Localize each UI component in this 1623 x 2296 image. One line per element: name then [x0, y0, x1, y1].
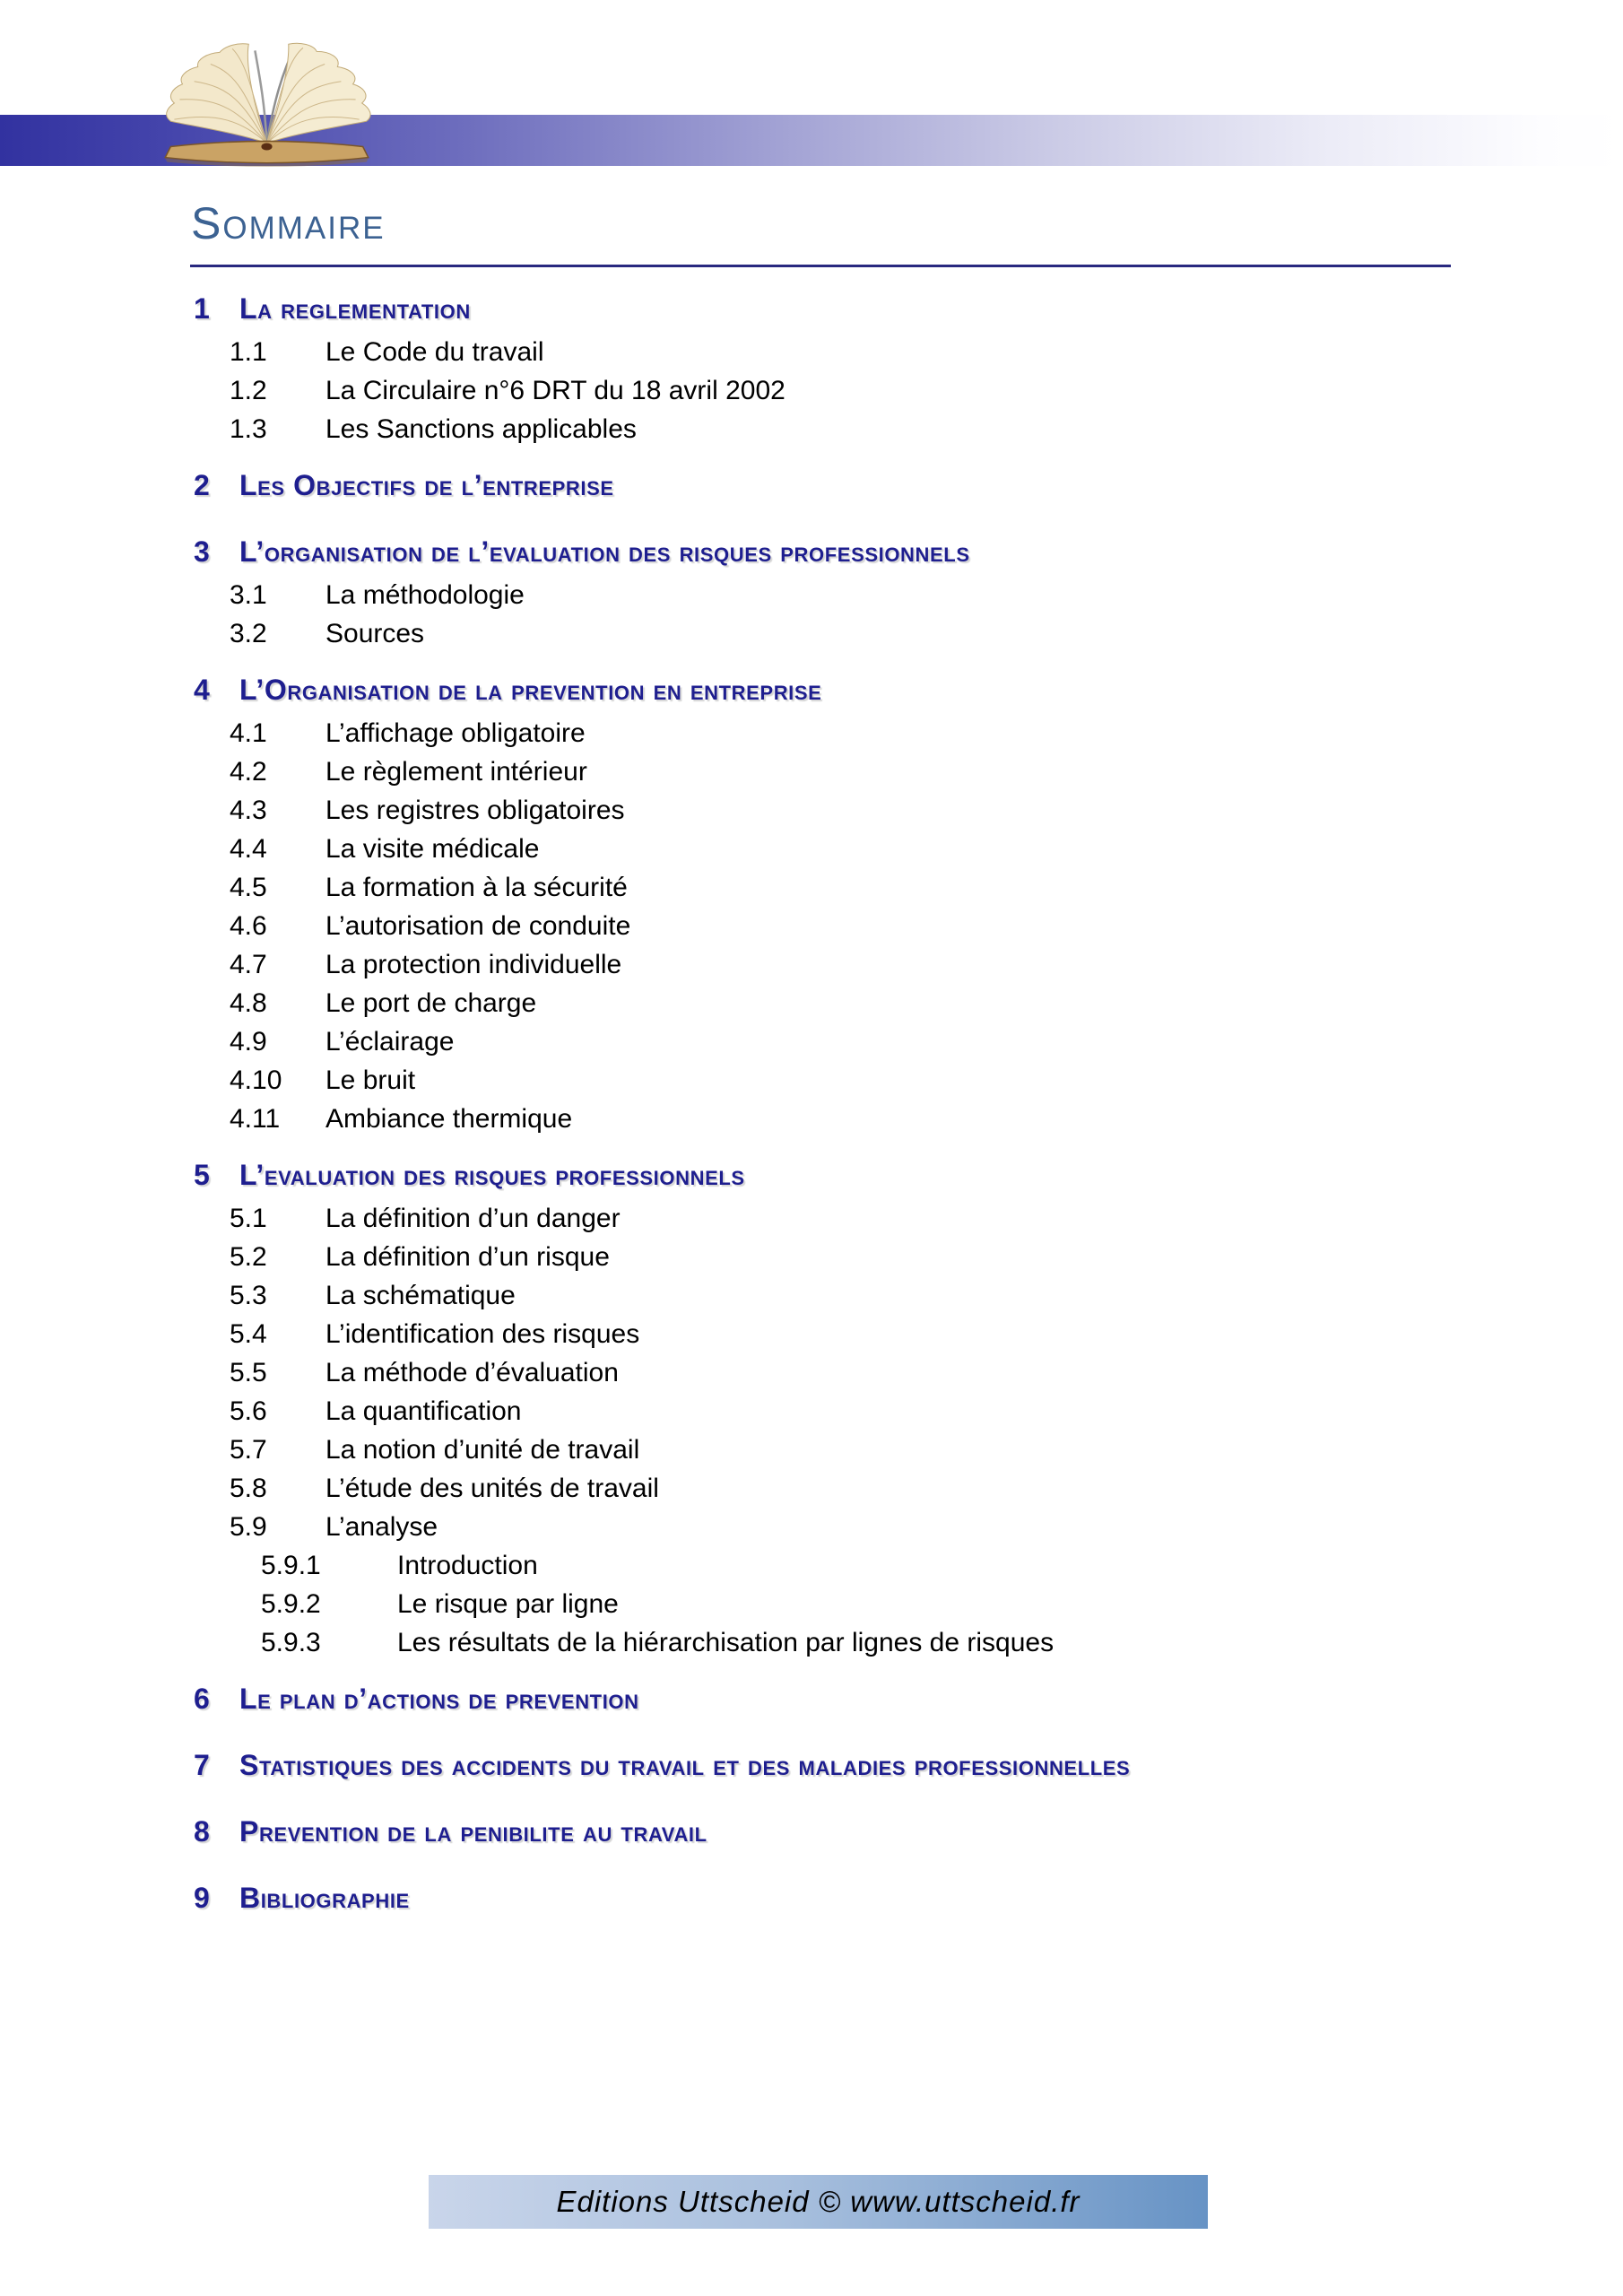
toc-item-number: 5.2	[230, 1242, 267, 1272]
toc-item-number: 4.6	[230, 911, 267, 941]
toc-item	[194, 1546, 1485, 1585]
toc-item-number: 1.2	[230, 376, 267, 405]
toc-item-number: 3.1	[230, 580, 267, 610]
toc-item-label: Le Code du travail	[325, 337, 544, 367]
section-title: L’evaluation des risques professionnels	[239, 1159, 745, 1191]
toc-section	[194, 278, 1485, 448]
page-title: Sommaire	[191, 198, 386, 248]
section-number: 7	[194, 1749, 210, 1781]
toc-item	[194, 1469, 1485, 1508]
toc-item-number: 4.10	[230, 1065, 282, 1095]
section-number: 9	[194, 1882, 210, 1914]
section-heading	[194, 659, 1485, 720]
toc-item	[194, 1585, 1485, 1623]
toc-item-label: L’autorisation de conduite	[325, 911, 631, 941]
toc-item-number: 4.7	[230, 950, 267, 979]
section-title: La reglementation	[239, 292, 471, 325]
toc-section	[194, 1735, 1485, 1796]
toc-item	[194, 371, 1485, 410]
toc-item-number: 4.8	[230, 988, 267, 1018]
section-number: 1	[194, 292, 210, 325]
toc-item-label: L’éclairage	[325, 1027, 455, 1057]
toc-item-label: La Circulaire n°6 DRT du 18 avril 2002	[325, 376, 785, 405]
toc-item-label: La schématique	[325, 1281, 516, 1310]
toc-section	[194, 455, 1485, 516]
section-heading	[194, 1668, 1485, 1729]
toc-item	[194, 410, 1485, 448]
section-title: Prevention de la penibilite au travail	[239, 1815, 707, 1848]
footer-band	[429, 2175, 1208, 2229]
toc-item-number: 4.5	[230, 873, 267, 902]
section-heading	[194, 278, 1485, 339]
toc-item-list	[194, 1199, 1485, 1662]
section-heading	[194, 455, 1485, 516]
toc-item	[194, 1199, 1485, 1238]
toc-item-number: 5.9.3	[261, 1628, 321, 1657]
toc-item-label: L’étude des unités de travail	[325, 1474, 659, 1503]
toc-item-label: La méthodologie	[325, 580, 525, 610]
toc-item-number: 5.9.1	[261, 1551, 321, 1580]
toc-item-label: Ambiance thermique	[325, 1104, 573, 1134]
section-title: L’Organisation de la prevention en entreprise	[239, 674, 822, 706]
toc-item-label: Le règlement intérieur	[325, 757, 587, 787]
section-number: 8	[194, 1815, 210, 1848]
toc-item-number: 5.8	[230, 1474, 267, 1503]
toc-item	[194, 1100, 1485, 1138]
toc-item	[194, 945, 1485, 984]
toc-item-number: 5.4	[230, 1319, 267, 1349]
toc-item-number: 4.9	[230, 1027, 267, 1057]
toc-item	[194, 714, 1485, 752]
section-number: 2	[194, 469, 210, 501]
section-number: 3	[194, 535, 210, 568]
section-heading	[194, 521, 1485, 582]
toc-item-number: 5.5	[230, 1358, 267, 1387]
toc-item	[194, 1238, 1485, 1276]
toc-item-label: L’identification des risques	[325, 1319, 640, 1349]
section-title: Bibliographie	[239, 1882, 410, 1914]
toc-item	[194, 907, 1485, 945]
toc-item-number: 1.3	[230, 414, 267, 444]
toc-item	[194, 791, 1485, 830]
toc-item-label: Les Sanctions applicables	[325, 414, 637, 444]
toc-item-label: La notion d’unité de travail	[325, 1435, 640, 1465]
toc-item	[194, 333, 1485, 371]
toc-item-label: Les résultats de la hiérarchisation par lignes de risques	[397, 1628, 1055, 1657]
section-number: 5	[194, 1159, 210, 1191]
toc-item	[194, 1508, 1485, 1546]
toc-item-list	[194, 576, 1485, 653]
toc-item-label: L’affichage obligatoire	[325, 718, 586, 748]
toc-item-number: 4.3	[230, 796, 267, 825]
toc-item-label: Sources	[325, 619, 425, 648]
toc-item-list	[194, 333, 1485, 448]
toc-item-number: 4.11	[230, 1104, 281, 1134]
toc-item-number: 5.1	[230, 1204, 267, 1233]
toc-item-number: 5.6	[230, 1396, 267, 1426]
toc-item	[194, 1061, 1485, 1100]
toc-item	[194, 1392, 1485, 1431]
toc-item-number: 5.7	[230, 1435, 267, 1465]
toc-item-number: 5.9	[230, 1512, 267, 1542]
toc-item-number: 4.1	[230, 718, 267, 748]
section-heading	[194, 1144, 1485, 1205]
toc-item-number: 4.4	[230, 834, 267, 864]
toc-item	[194, 984, 1485, 1022]
toc-item	[194, 1353, 1485, 1392]
toc-item-list	[194, 714, 1485, 1138]
section-number: 6	[194, 1683, 210, 1715]
toc-item-number: 4.2	[230, 757, 267, 787]
toc-item	[194, 1431, 1485, 1469]
footer-text: Editions Uttscheid © www.uttscheid.fr	[556, 2185, 1081, 2218]
toc-item-label: L’analyse	[325, 1512, 438, 1542]
toc-item-label: Le port de charge	[325, 988, 537, 1018]
toc-item-label: Le bruit	[325, 1065, 416, 1095]
toc-item	[194, 1623, 1485, 1662]
title-rule	[190, 265, 1451, 267]
section-heading	[194, 1867, 1485, 1928]
toc-item-number: 5.9.2	[261, 1589, 321, 1619]
toc-item	[194, 614, 1485, 653]
toc-item	[194, 752, 1485, 791]
toc-item-label: Les registres obligatoires	[325, 796, 625, 825]
section-number: 4	[194, 674, 210, 706]
toc-item-label: La méthode d’évaluation	[325, 1358, 619, 1387]
toc-item-number: 3.2	[230, 619, 267, 648]
section-title: L’organisation de l’evaluation des risques professionnels	[239, 535, 970, 568]
toc-section	[194, 1144, 1485, 1662]
toc-item	[194, 868, 1485, 907]
section-heading	[194, 1735, 1485, 1796]
toc-section	[194, 659, 1485, 1138]
section-title: Les Objectifs de l’entreprise	[239, 469, 614, 501]
toc-item-number: 5.3	[230, 1281, 267, 1310]
toc-item-label: La formation à la sécurité	[325, 873, 628, 902]
open-book-icon	[142, 41, 391, 169]
toc-item	[194, 1276, 1485, 1315]
toc-section	[194, 1867, 1485, 1928]
toc-item	[194, 1315, 1485, 1353]
toc-section	[194, 1668, 1485, 1729]
toc-item-label: La protection individuelle	[325, 950, 622, 979]
toc-item-label: Le risque par ligne	[397, 1589, 619, 1619]
toc-item-label: La quantification	[325, 1396, 522, 1426]
section-title: Le plan d’actions de prevention	[239, 1683, 639, 1715]
section-heading	[194, 1801, 1485, 1862]
toc-item-label: Introduction	[397, 1551, 538, 1580]
toc-item	[194, 1022, 1485, 1061]
toc-section	[194, 1801, 1485, 1862]
toc-section	[194, 521, 1485, 653]
section-title: Statistiques des accidents du travail et des maladies professionnelles	[239, 1749, 1131, 1781]
toc-item-number: 1.1	[230, 337, 267, 367]
toc-item-label: La visite médicale	[325, 834, 540, 864]
toc	[194, 289, 1485, 1917]
toc-item-label: La définition d’un danger	[325, 1204, 621, 1233]
toc-item-label: La définition d’un risque	[325, 1242, 610, 1272]
toc-item	[194, 830, 1485, 868]
open-book-image	[142, 41, 391, 169]
